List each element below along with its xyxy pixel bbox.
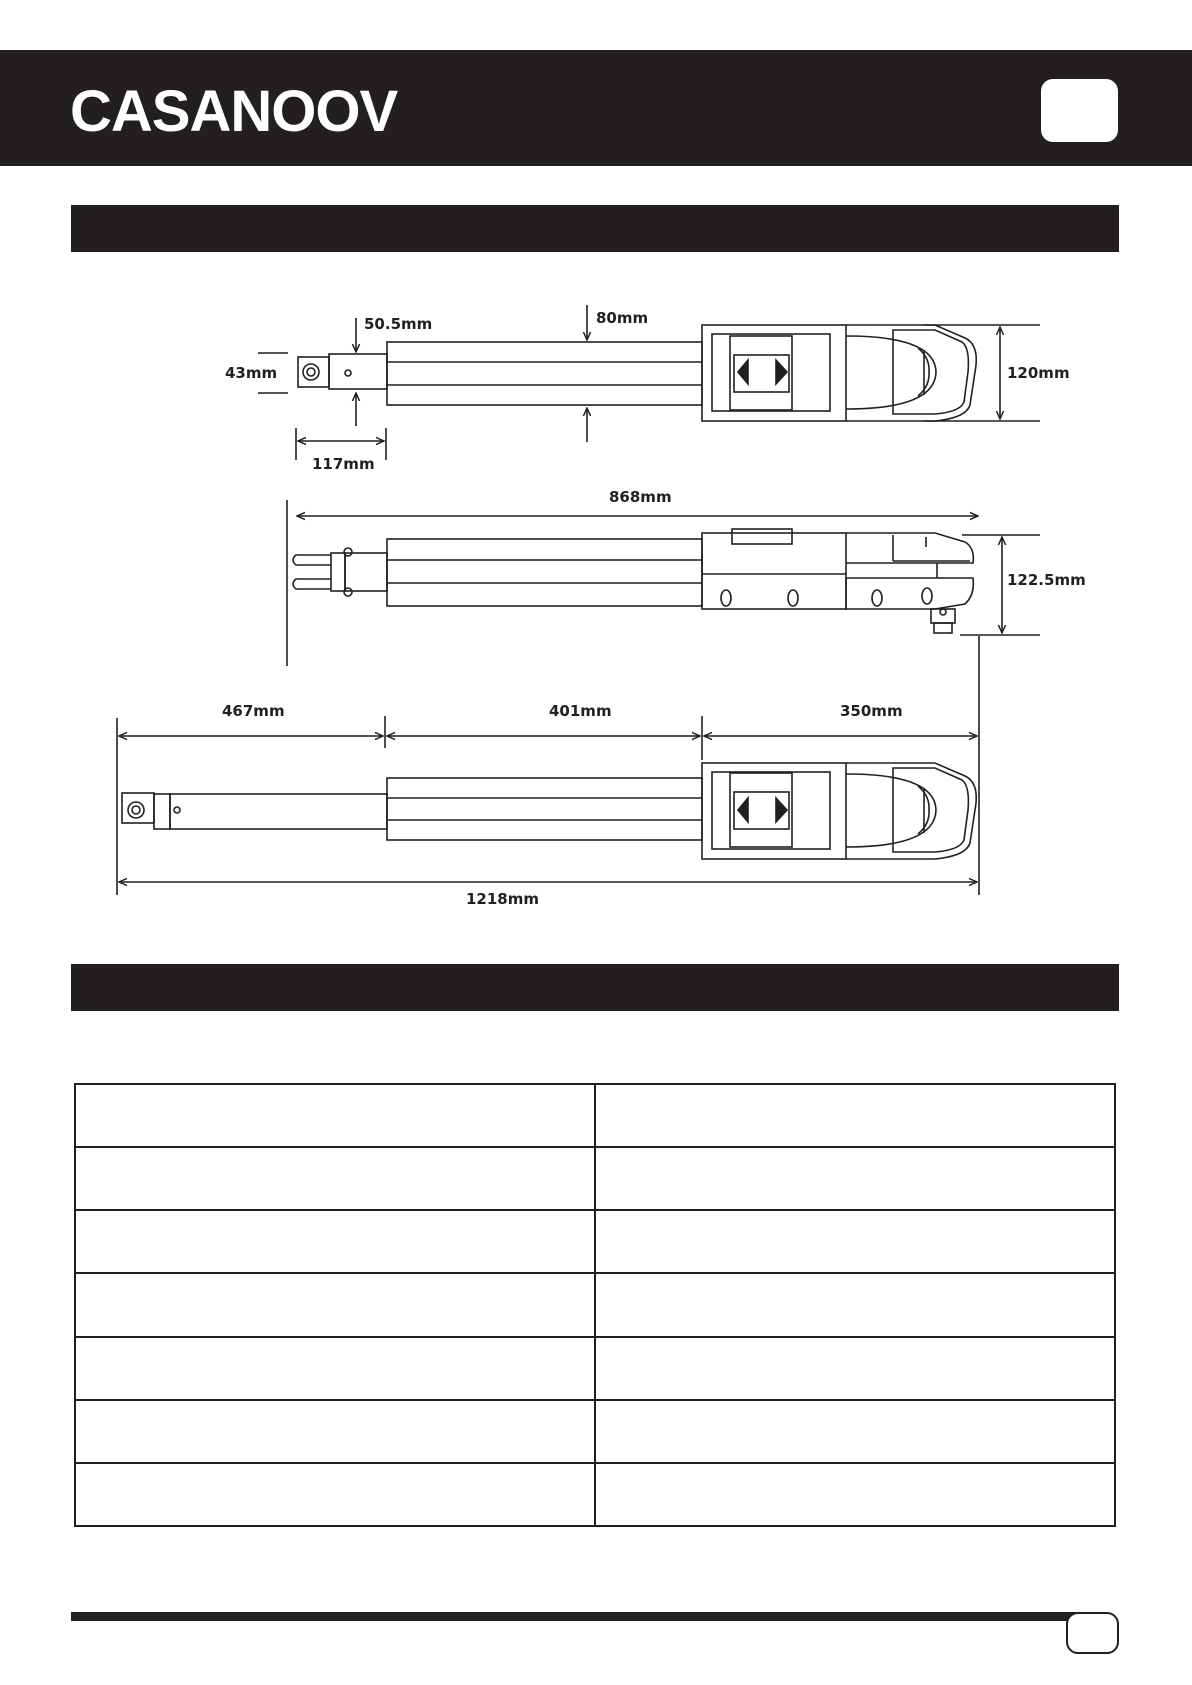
spec-label-cell (75, 1337, 595, 1400)
dim-body-height-side: 122.5mm (1007, 571, 1086, 589)
specifications-table (74, 1083, 1116, 1527)
top-view-drawing (298, 325, 976, 421)
footer-rule (71, 1612, 1081, 1621)
table-row (75, 1273, 1115, 1336)
spec-value-cell (595, 1147, 1115, 1210)
extended-view-dimension-lines (117, 636, 979, 895)
dim-segment-1: 467mm (222, 702, 285, 720)
table-row (75, 1463, 1115, 1526)
spec-label-cell (75, 1463, 595, 1526)
brand-logo: CASANOOV (70, 79, 398, 144)
spec-value-cell (595, 1463, 1115, 1526)
spec-value-cell (595, 1084, 1115, 1147)
extended-view-drawing (122, 763, 976, 859)
dim-clevis-height: 43mm (225, 364, 278, 382)
dim-clevis-length: 117mm (312, 455, 375, 473)
spec-label-cell (75, 1147, 595, 1210)
spec-label-cell (75, 1400, 595, 1463)
spec-label-cell (75, 1273, 595, 1336)
dim-segment-2: 401mm (549, 702, 612, 720)
table-row (75, 1400, 1115, 1463)
dim-segment-3: 350mm (840, 702, 903, 720)
dim-extended-length: 1218mm (466, 890, 540, 908)
spec-value-cell (595, 1210, 1115, 1273)
table-row (75, 1147, 1115, 1210)
section-bar-specifications (71, 964, 1119, 1011)
spec-value-cell (595, 1400, 1115, 1463)
spec-value-cell (595, 1273, 1115, 1336)
side-view-drawing (293, 529, 973, 633)
spec-label-cell (75, 1210, 595, 1273)
dim-body-height-top: 120mm (1007, 364, 1070, 382)
spec-label-cell (75, 1084, 595, 1147)
table-row (75, 1210, 1115, 1273)
spec-value-cell (595, 1337, 1115, 1400)
dim-clevis-width: 50.5mm (364, 315, 433, 333)
table-row (75, 1337, 1115, 1400)
dim-tube-height: 80mm (596, 309, 649, 327)
dim-retracted-length: 868mm (609, 488, 672, 506)
table-row (75, 1084, 1115, 1147)
page-number-badge (1066, 1612, 1119, 1654)
